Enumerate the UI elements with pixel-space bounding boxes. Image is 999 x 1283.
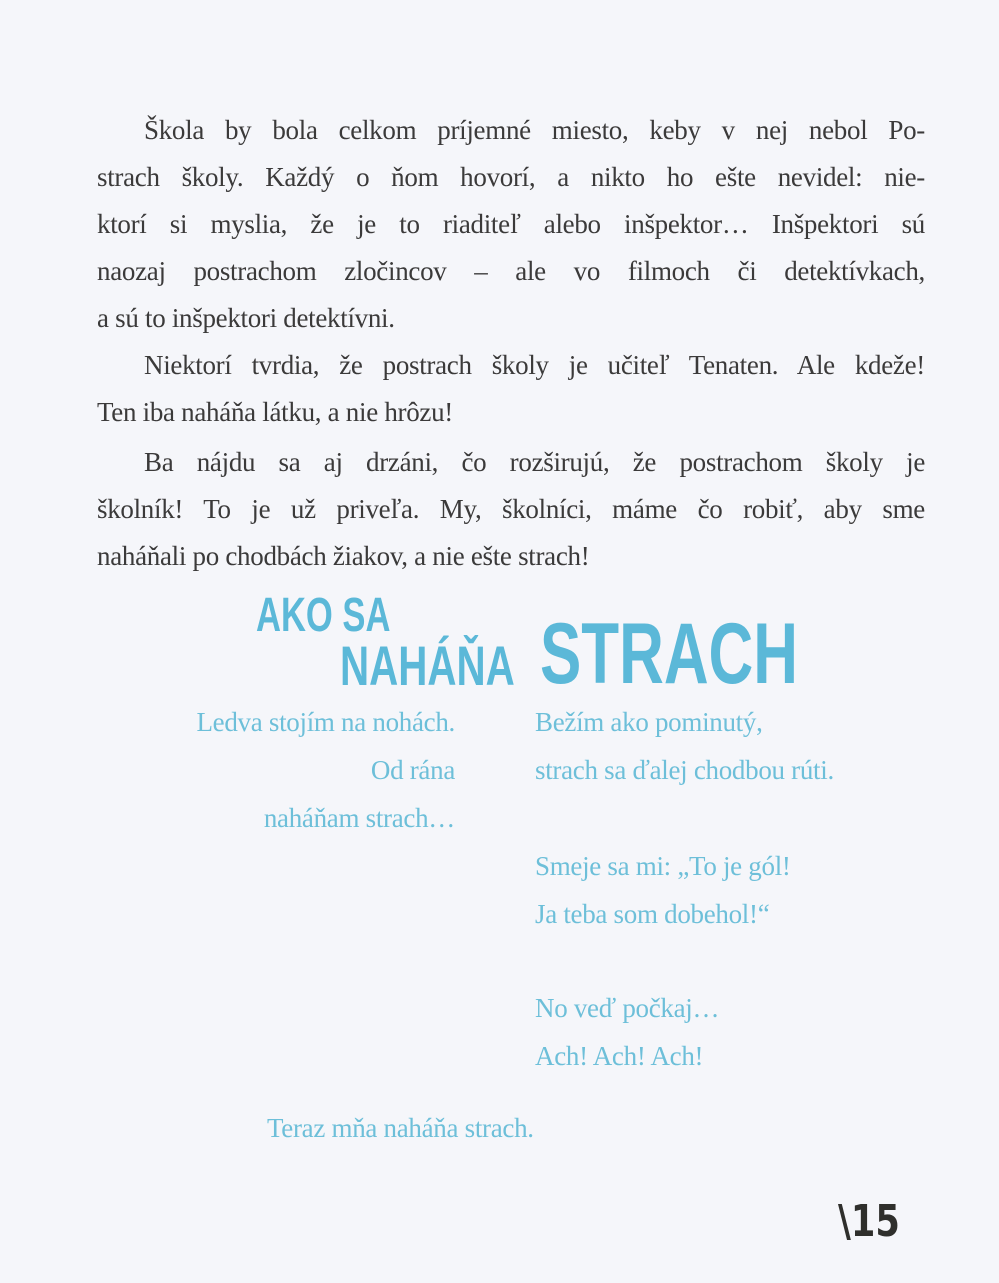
title-strach: STRACH [540,606,798,702]
poem-right-line: strach sa ďalej chodbou rúti. [535,755,834,785]
body-line: naháňali po chodbách žiakov, a nie ešte strach! [97,541,590,571]
poem-right-line: Ach! Ach! Ach! [535,1041,704,1071]
body-line: Ba nájdu sa aj drzáni, čo rozširujú, že postrachom školy je [144,447,925,477]
body-line: ktorí si myslia, že je to riaditeľ alebo inšpektor… Inšpektori sú [97,209,925,239]
body-line: školník! To je už priveľa. My, školníci, máme čo robiť, aby sme [97,494,925,524]
title-line2a: NAHÁŇA [340,634,515,697]
body-line: naozaj postrachom zločincov – ale vo filmoch či detektívkach, [97,256,925,286]
body-line: Niektorí tvrdia, že postrach školy je učiteľ Tenaten. Ale kdeže! [144,350,925,380]
poem-left-line: Ledva stojím na nohách. [196,707,455,737]
body-line: strach školy. Každý o ňom hovorí, a nikto ho ešte nevidel: nie- [97,162,925,192]
poem-right-line: Ja teba som dobehol!“ [535,899,770,929]
poem-right-line: Bežím ako pominutý, [535,707,763,737]
body-line: a sú to inšpektori detektívni. [97,303,395,333]
poem-left-line: naháňam strach… [263,803,455,833]
poem-right-line: No veď počkaj… [535,993,720,1023]
body-line [97,113,925,147]
page-number: \15 [838,1196,900,1247]
poem-final-line: Teraz mňa naháňa strach. [267,1113,534,1143]
title-line1: AKO SA [256,589,391,642]
body-line: Ten iba naháňa látku, a nie hrôzu! [97,397,454,427]
poem-right-line: Smeje sa mi: „To je gól! [535,851,791,881]
text: Škola by bola celkom príjemné miesto, keby v nej nebol Po- [144,115,925,145]
poem-left-line: Od rána [370,755,455,785]
